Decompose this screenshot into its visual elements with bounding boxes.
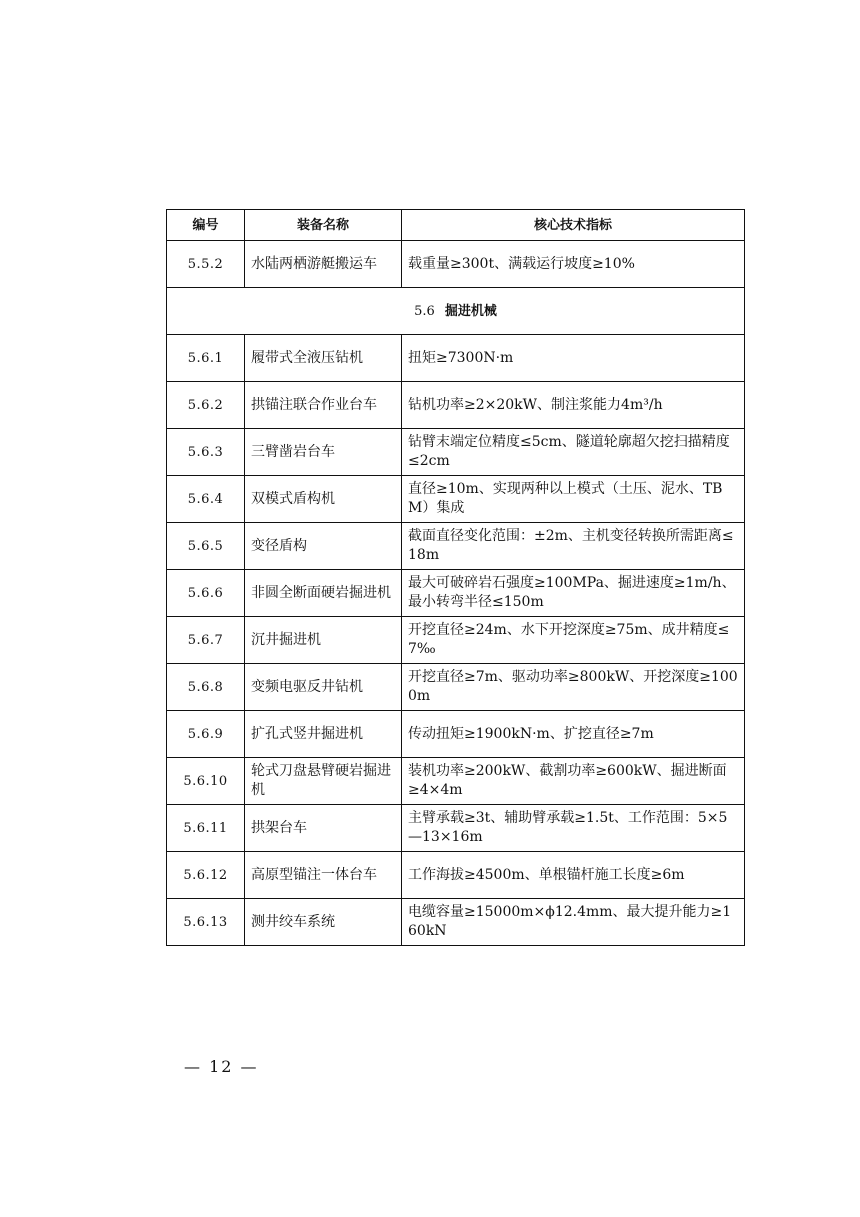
table-header-row (167, 210, 745, 241)
row-name: 水陆两栖游艇搬运车 (245, 241, 402, 288)
row-spec: 装机功率≥200kW、截割功率≥600kW、掘进断面≥4×4m (402, 758, 745, 805)
table-row (167, 570, 745, 617)
table-row (167, 241, 745, 288)
table-row (167, 335, 745, 382)
row-name: 拱架台车 (245, 805, 402, 852)
equipment-spec-table (166, 209, 745, 946)
header-core-spec: 核心技术指标 (402, 210, 745, 241)
row-name: 轮式刀盘悬臂硬岩掘进机 (245, 758, 402, 805)
page-number: — 12 — (184, 1057, 259, 1076)
row-name: 拱锚注联合作业台车 (245, 382, 402, 429)
table-row (167, 805, 745, 852)
row-number: 5.6.12 (167, 852, 245, 899)
table-row (167, 382, 745, 429)
row-name: 双模式盾构机 (245, 476, 402, 523)
row-spec: 载重量≥300t、满载运行坡度≥10% (402, 241, 745, 288)
row-name: 履带式全液压钻机 (245, 335, 402, 382)
row-number: 5.6.9 (167, 711, 245, 758)
row-spec: 工作海拔≥4500m、单根锚杆施工长度≥6m (402, 852, 745, 899)
table-body (167, 335, 745, 946)
row-name: 变频电驱反井钻机 (245, 664, 402, 711)
table-row (167, 758, 745, 805)
row-spec: 钻机功率≥2×20kW、制注浆能力4m³/h (402, 382, 745, 429)
row-name: 高原型锚注一体台车 (245, 852, 402, 899)
row-spec: 开挖直径≥7m、驱动功率≥800kW、开挖深度≥1000m (402, 664, 745, 711)
row-name: 扩孔式竖井掘进机 (245, 711, 402, 758)
row-number: 5.6.4 (167, 476, 245, 523)
row-number: 5.6.7 (167, 617, 245, 664)
section-heading (167, 288, 745, 335)
table-row (167, 617, 745, 664)
row-spec: 直径≥10m、实现两种以上模式（土压、泥水、TBM）集成 (402, 476, 745, 523)
row-name: 非圆全断面硬岩掘进机 (245, 570, 402, 617)
row-number: 5.6.13 (167, 899, 245, 946)
table-row (167, 429, 745, 476)
row-spec: 主臂承载≥3t、辅助臂承载≥1.5t、工作范围：5×5—13×16m (402, 805, 745, 852)
row-number: 5.6.11 (167, 805, 245, 852)
row-name: 沉井掘进机 (245, 617, 402, 664)
row-number: 5.6.10 (167, 758, 245, 805)
row-number: 5.6.8 (167, 664, 245, 711)
section-row (167, 288, 745, 335)
row-name: 测井绞车系统 (245, 899, 402, 946)
header-number: 编号 (167, 210, 245, 241)
row-name: 变径盾构 (245, 523, 402, 570)
row-spec: 最大可破碎岩石强度≥100MPa、掘进速度≥1m/h、最小转弯半径≤150m (402, 570, 745, 617)
row-number: 5.6.1 (167, 335, 245, 382)
row-name: 三臂凿岩台车 (245, 429, 402, 476)
row-number: 5.6.5 (167, 523, 245, 570)
row-spec: 截面直径变化范围：±2m、主机变径转换所需距离≤18m (402, 523, 745, 570)
row-number: 5.6.2 (167, 382, 245, 429)
section-number: 5.6 (414, 303, 435, 319)
table-row (167, 899, 745, 946)
table-row (167, 476, 745, 523)
row-number: 5.6.6 (167, 570, 245, 617)
row-spec: 电缆容量≥15000m×ϕ12.4mm、最大提升能力≥160kN (402, 899, 745, 946)
table-row (167, 523, 745, 570)
row-spec: 钻臂末端定位精度≤5cm、隧道轮廓超欠挖扫描精度≤2cm (402, 429, 745, 476)
section-title: 掘进机械 (444, 303, 497, 319)
table-row (167, 711, 745, 758)
row-spec: 开挖直径≥24m、水下开挖深度≥75m、成井精度≤7‰ (402, 617, 745, 664)
row-spec: 传动扭矩≥1900kN·m、扩挖直径≥7m (402, 711, 745, 758)
row-number: 5.5.2 (167, 241, 245, 288)
header-equipment-name: 装备名称 (245, 210, 402, 241)
table-row (167, 664, 745, 711)
table-row (167, 852, 745, 899)
row-number: 5.6.3 (167, 429, 245, 476)
row-spec: 扭矩≥7300N·m (402, 335, 745, 382)
